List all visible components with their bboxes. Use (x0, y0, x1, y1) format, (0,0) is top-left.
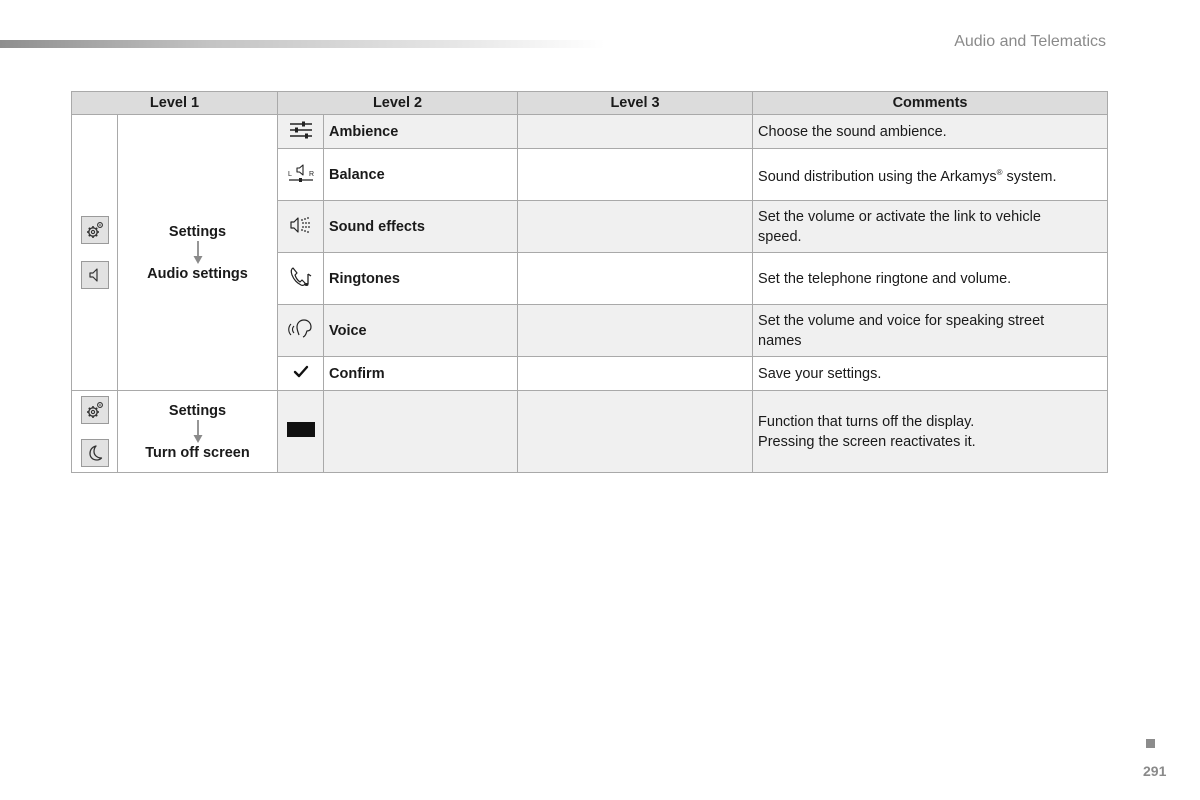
svg-text:R: R (308, 170, 314, 178)
column-header-level3: Level 3 (518, 92, 753, 115)
equalizer-icon (288, 120, 314, 140)
level1-to-label: Audio settings (147, 265, 248, 282)
comment-line: Set the volume or activate the link to vehicle (758, 208, 1041, 225)
level2-icon-cell (278, 115, 324, 149)
level3-cell (518, 391, 753, 473)
svg-text:L: L (287, 170, 292, 178)
table-header-row (72, 92, 1108, 115)
level2-label: Ambience (324, 115, 518, 149)
page-number: 291 (1143, 763, 1167, 779)
level2-label (324, 391, 518, 473)
comment-cell (753, 305, 1108, 357)
level1-icons-screen (72, 391, 118, 473)
level1-label-audio (118, 115, 278, 391)
level2-label: Balance (324, 149, 518, 201)
settings-gear-icon (81, 216, 109, 244)
section-title: Audio and Telematics (954, 33, 1106, 50)
comment-line: Function that turns off the display. (758, 413, 975, 430)
comment-line: speed. (758, 228, 802, 245)
level2-label: Voice (324, 305, 518, 357)
level3-cell (518, 305, 753, 357)
page-marker (1146, 739, 1155, 748)
level2-icon-cell (278, 149, 324, 201)
comment-line: names (758, 332, 802, 349)
level2-icon-cell (278, 391, 324, 473)
column-header-level2: Level 2 (278, 92, 518, 115)
level3-cell (518, 149, 753, 201)
arrow-down-icon (193, 241, 203, 265)
settings-table (71, 91, 1108, 473)
voice-icon (288, 317, 314, 341)
comment-cell: Set the telephone ringtone and volume. (753, 253, 1108, 305)
level3-cell (518, 201, 753, 253)
level2-label: Confirm (324, 357, 518, 391)
level1-icons-audio (72, 115, 118, 391)
level1-to-label: Turn off screen (145, 444, 250, 461)
checkmark-icon (292, 364, 310, 380)
level3-cell (518, 115, 753, 149)
column-header-comments: Comments (753, 92, 1108, 115)
comment-cell (753, 201, 1108, 253)
ringtone-icon (288, 265, 314, 289)
column-header-level1: Level 1 (72, 92, 278, 115)
level2-label: Ringtones (324, 253, 518, 305)
level1-from-label: Settings (168, 402, 227, 419)
header-gradient-rule (0, 40, 605, 48)
comment-cell (753, 149, 1108, 201)
comment-text: Sound distribution using the Arkamys (758, 168, 997, 185)
level2-icon-cell (278, 253, 324, 305)
settings-gear-icon (81, 396, 109, 424)
registered-mark: ® (996, 167, 1003, 177)
table-row (72, 115, 1108, 149)
level1-from-label: Settings (168, 223, 227, 240)
sound-effects-icon (288, 214, 314, 236)
level1-label-screen (118, 391, 278, 473)
speaker-icon (81, 261, 109, 289)
level3-cell (518, 253, 753, 305)
level2-icon-cell (278, 201, 324, 253)
level2-icon-cell (278, 357, 324, 391)
comment-text-end: system. (1002, 168, 1057, 185)
table-row (72, 391, 1108, 473)
black-screen-icon (287, 422, 315, 437)
comment-line: Set the volume and voice for speaking street (758, 312, 1045, 329)
moon-icon (81, 439, 109, 467)
arrow-down-icon (193, 420, 203, 444)
comment-cell: Choose the sound ambience. (753, 115, 1108, 149)
level3-cell (518, 357, 753, 391)
balance-icon (287, 162, 315, 184)
comment-cell: Save your settings. (753, 357, 1108, 391)
level2-label: Sound effects (324, 201, 518, 253)
comment-line: Pressing the screen reactivates it. (758, 433, 976, 450)
comment-cell (753, 391, 1108, 473)
level2-icon-cell (278, 305, 324, 357)
